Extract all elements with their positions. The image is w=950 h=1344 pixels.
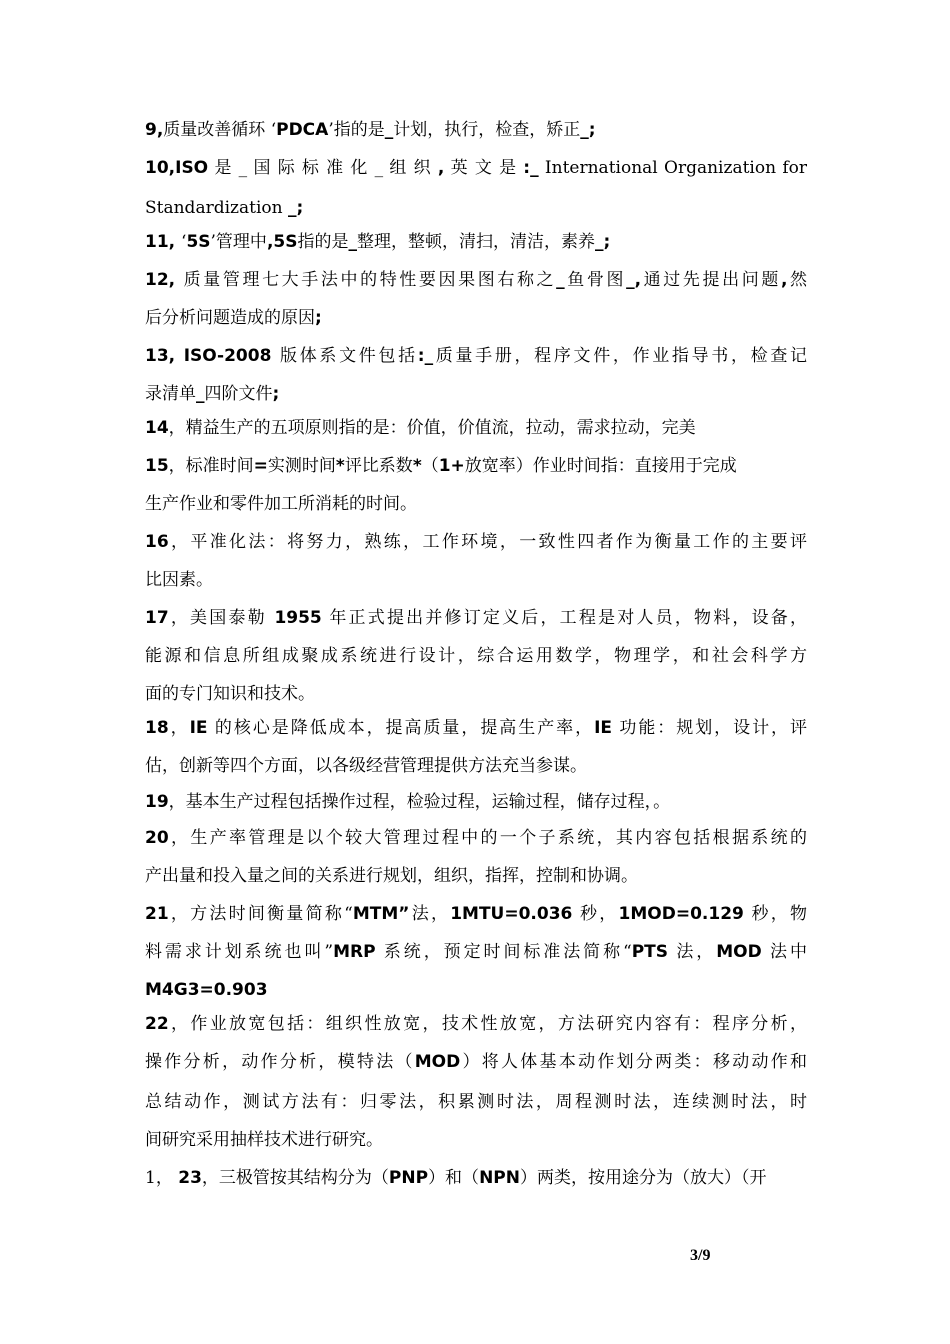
text-line <box>145 1082 807 1122</box>
text-run: PNP <box>388 1168 429 1188</box>
text-line <box>145 222 807 262</box>
text-run: ; <box>315 308 322 328</box>
text-run: * <box>335 456 345 476</box>
text-run: 14 <box>145 418 169 438</box>
text-line <box>145 598 807 638</box>
text-run: 10,ISO <box>145 158 209 178</box>
text-run: ，作业放宽包括：组织性放宽，技术性放宽，方法研究内容有：程序分析， <box>168 1014 807 1034</box>
text-run: 法， <box>668 942 717 962</box>
text-line <box>145 522 807 562</box>
text-line <box>145 636 807 676</box>
text-run: PTS <box>631 942 669 962</box>
text-run: 面的专门知识和技术。 <box>145 684 315 704</box>
text-run: 版体系文件包括 <box>280 346 418 366</box>
text-run: ，方法时间衡量简称“ <box>168 904 353 924</box>
text-run: 1MOD=0.129 <box>618 904 744 924</box>
text-run: ，基本生产过程包括操作过程，检验过程，运输过程，储存过程，。 <box>168 792 671 812</box>
text-run: ， <box>168 718 190 738</box>
text-run: NPN <box>479 1168 520 1188</box>
text-line <box>145 708 807 748</box>
text-line <box>145 408 807 448</box>
text-run: 然 <box>787 270 807 290</box>
text-run: ，标准时间 <box>168 456 254 476</box>
text-run: 系统，预定时间标准法简称“ <box>375 942 632 962</box>
text-line <box>145 1004 807 1044</box>
text-run: ，生产率管理是以个较大管理过程中的一个子系统，其内容包括根据系统的 <box>168 828 807 848</box>
text-run: Standardization <box>145 198 288 218</box>
text-run: 21 <box>145 904 169 924</box>
text-run: 后分析问题造成的原因 <box>145 308 315 328</box>
text-run: MOD <box>716 942 762 962</box>
text-run: ’指的是 <box>328 120 385 140</box>
text-run: , <box>437 158 445 178</box>
text-run: 5S <box>186 232 211 252</box>
text-run: 18 <box>145 718 169 738</box>
text-line <box>145 110 807 150</box>
text-line <box>145 484 807 524</box>
text-run: 产出量和投入量之间的关系进行规划，组织，指挥，控制和协调。 <box>145 866 638 886</box>
text-run: 通过先提出问题 <box>641 270 781 290</box>
text-line <box>145 1120 807 1160</box>
text-run: 9, <box>145 120 164 140</box>
text-line <box>145 560 807 600</box>
text-run: ,5S <box>266 232 298 252</box>
text-line <box>145 782 807 822</box>
text-run: 15 <box>145 456 169 476</box>
text-run: ，平准化法：将努力，熟练，工作环境，一致性四者作为衡量工作的主要评 <box>168 532 807 552</box>
text-run: ‘ <box>181 232 187 252</box>
text-run: _; <box>287 198 304 218</box>
text-run: 13, ISO-2008 <box>145 346 281 366</box>
text-run: 计划，执行，检查，矫正 <box>393 120 581 140</box>
text-line <box>145 260 807 300</box>
text-line <box>145 446 807 486</box>
text-run: ，精益生产的五项原则指的是：价值，价值流，拉动，需求拉动，完美 <box>168 418 696 438</box>
text-run: 19 <box>145 792 169 812</box>
text-run: 17 <box>145 608 169 628</box>
text-run: MOD <box>414 1052 461 1072</box>
text-run: 12, <box>145 270 184 290</box>
text-run: 操作分析，动作分析，模特法（ <box>145 1052 415 1072</box>
text-run: ）两类，按用途分为（放大）（开 <box>519 1168 767 1188</box>
text-run: 年正式提出并修订定义后，工程是对人员，物料，设备， <box>321 608 807 628</box>
text-run: ，美国泰勒 <box>168 608 275 628</box>
text-line <box>145 818 807 858</box>
text-run: MTM” <box>352 904 410 924</box>
text-run: 比因素。 <box>145 570 213 590</box>
text-run: ; <box>272 384 280 404</box>
text-run: 英 文 是 <box>444 158 524 178</box>
text-run: 估，创新等四个方面，以各级经营管理提供方法充当参谋。 <box>145 756 587 776</box>
text-run: :_ <box>417 346 434 366</box>
text-run: 1+ <box>438 456 465 476</box>
text-run: 实测时间 <box>267 456 336 476</box>
text-run: 间研究采用抽样技术进行研究。 <box>145 1130 383 1150</box>
text-run: * <box>412 456 422 476</box>
text-run: = <box>253 456 268 476</box>
text-run: 整理，整顿，清扫，清洁，素养 <box>356 232 595 252</box>
text-run: _ <box>348 232 357 252</box>
text-line <box>145 746 807 786</box>
text-run: :_ <box>523 158 539 178</box>
text-run: 1， <box>145 1168 179 1188</box>
text-run: _, <box>626 270 642 290</box>
text-line <box>145 336 807 376</box>
text-run: 11, <box>145 232 182 252</box>
text-run: 法中 <box>761 942 807 962</box>
text-line <box>145 1158 807 1198</box>
text-run: 16 <box>145 532 169 552</box>
text-run: 四阶文件 <box>204 384 273 404</box>
text-line <box>145 856 807 896</box>
text-run: 录清单 <box>145 384 196 404</box>
text-run: 22 <box>145 1014 169 1034</box>
text-run: 质量改善循环 ‘ <box>163 120 277 140</box>
text-run: 20 <box>145 828 169 848</box>
text-run: 总结动作，测试方法有：归零法，积累测时法，周程测时法，连续测时法，时 <box>145 1092 807 1112</box>
text-run: IE <box>594 718 613 738</box>
text-run: _; <box>580 120 596 140</box>
text-run: 功能：规划，设计，评 <box>612 718 807 738</box>
text-run: ，三极管按其结构分为（ <box>201 1168 389 1188</box>
text-run: _ <box>384 120 394 140</box>
text-run: 评比系数 <box>344 456 413 476</box>
text-run: 23 <box>178 1168 202 1188</box>
text-run: International Organization for <box>538 158 807 178</box>
text-run: ）将人体基本动作划分两类：移动动作和 <box>460 1052 807 1072</box>
text-run: _ <box>556 270 565 290</box>
text-run: 指的是 <box>297 232 349 252</box>
text-run: 1MTU=0.036 <box>450 904 573 924</box>
text-run: ）和（ <box>428 1168 480 1188</box>
text-run: 放宽率）作业时间指：直接用于完成 <box>464 456 737 476</box>
text-run: ’管理中 <box>210 232 267 252</box>
text-line <box>145 148 807 188</box>
text-run: , <box>780 270 788 290</box>
text-run: 能源和信息所组成聚成系统进行设计，综合运用数学，物理学，和社会科学方 <box>145 646 807 666</box>
text-run: PDCA <box>276 120 329 140</box>
text-line <box>145 932 807 972</box>
text-run: _; <box>594 232 611 252</box>
text-run: 秒， <box>572 904 619 924</box>
text-run: 1955 <box>274 608 322 628</box>
text-run: 料需求计划系统也叫” <box>145 942 334 962</box>
text-run: IE <box>189 718 208 738</box>
text-run: （ <box>421 456 439 476</box>
page-number: 3/9 <box>690 1247 711 1264</box>
text-line <box>145 1042 807 1082</box>
text-run: 的核心是降低成本，提高质量，提高生产率， <box>207 718 595 738</box>
text-run: 质量管理七大手法中的特性要因果图右称之 <box>183 270 557 290</box>
text-run: 鱼骨图 <box>564 270 627 290</box>
text-run: 质量手册，程序文件，作业指导书，检查记 <box>433 346 807 366</box>
text-line <box>145 894 807 934</box>
text-run: 秒，物 <box>743 904 807 924</box>
text-line <box>145 298 807 338</box>
text-run: 生产作业和零件加工所消耗的时间。 <box>145 494 417 514</box>
text-run: M4G3=0.903 <box>145 980 268 1000</box>
text-run: MRP <box>333 942 376 962</box>
text-run: 是 _ 国 际 标 准 化 _ 组 织 <box>208 158 438 178</box>
text-run: _ <box>196 384 205 404</box>
text-run: 法， <box>409 904 451 924</box>
